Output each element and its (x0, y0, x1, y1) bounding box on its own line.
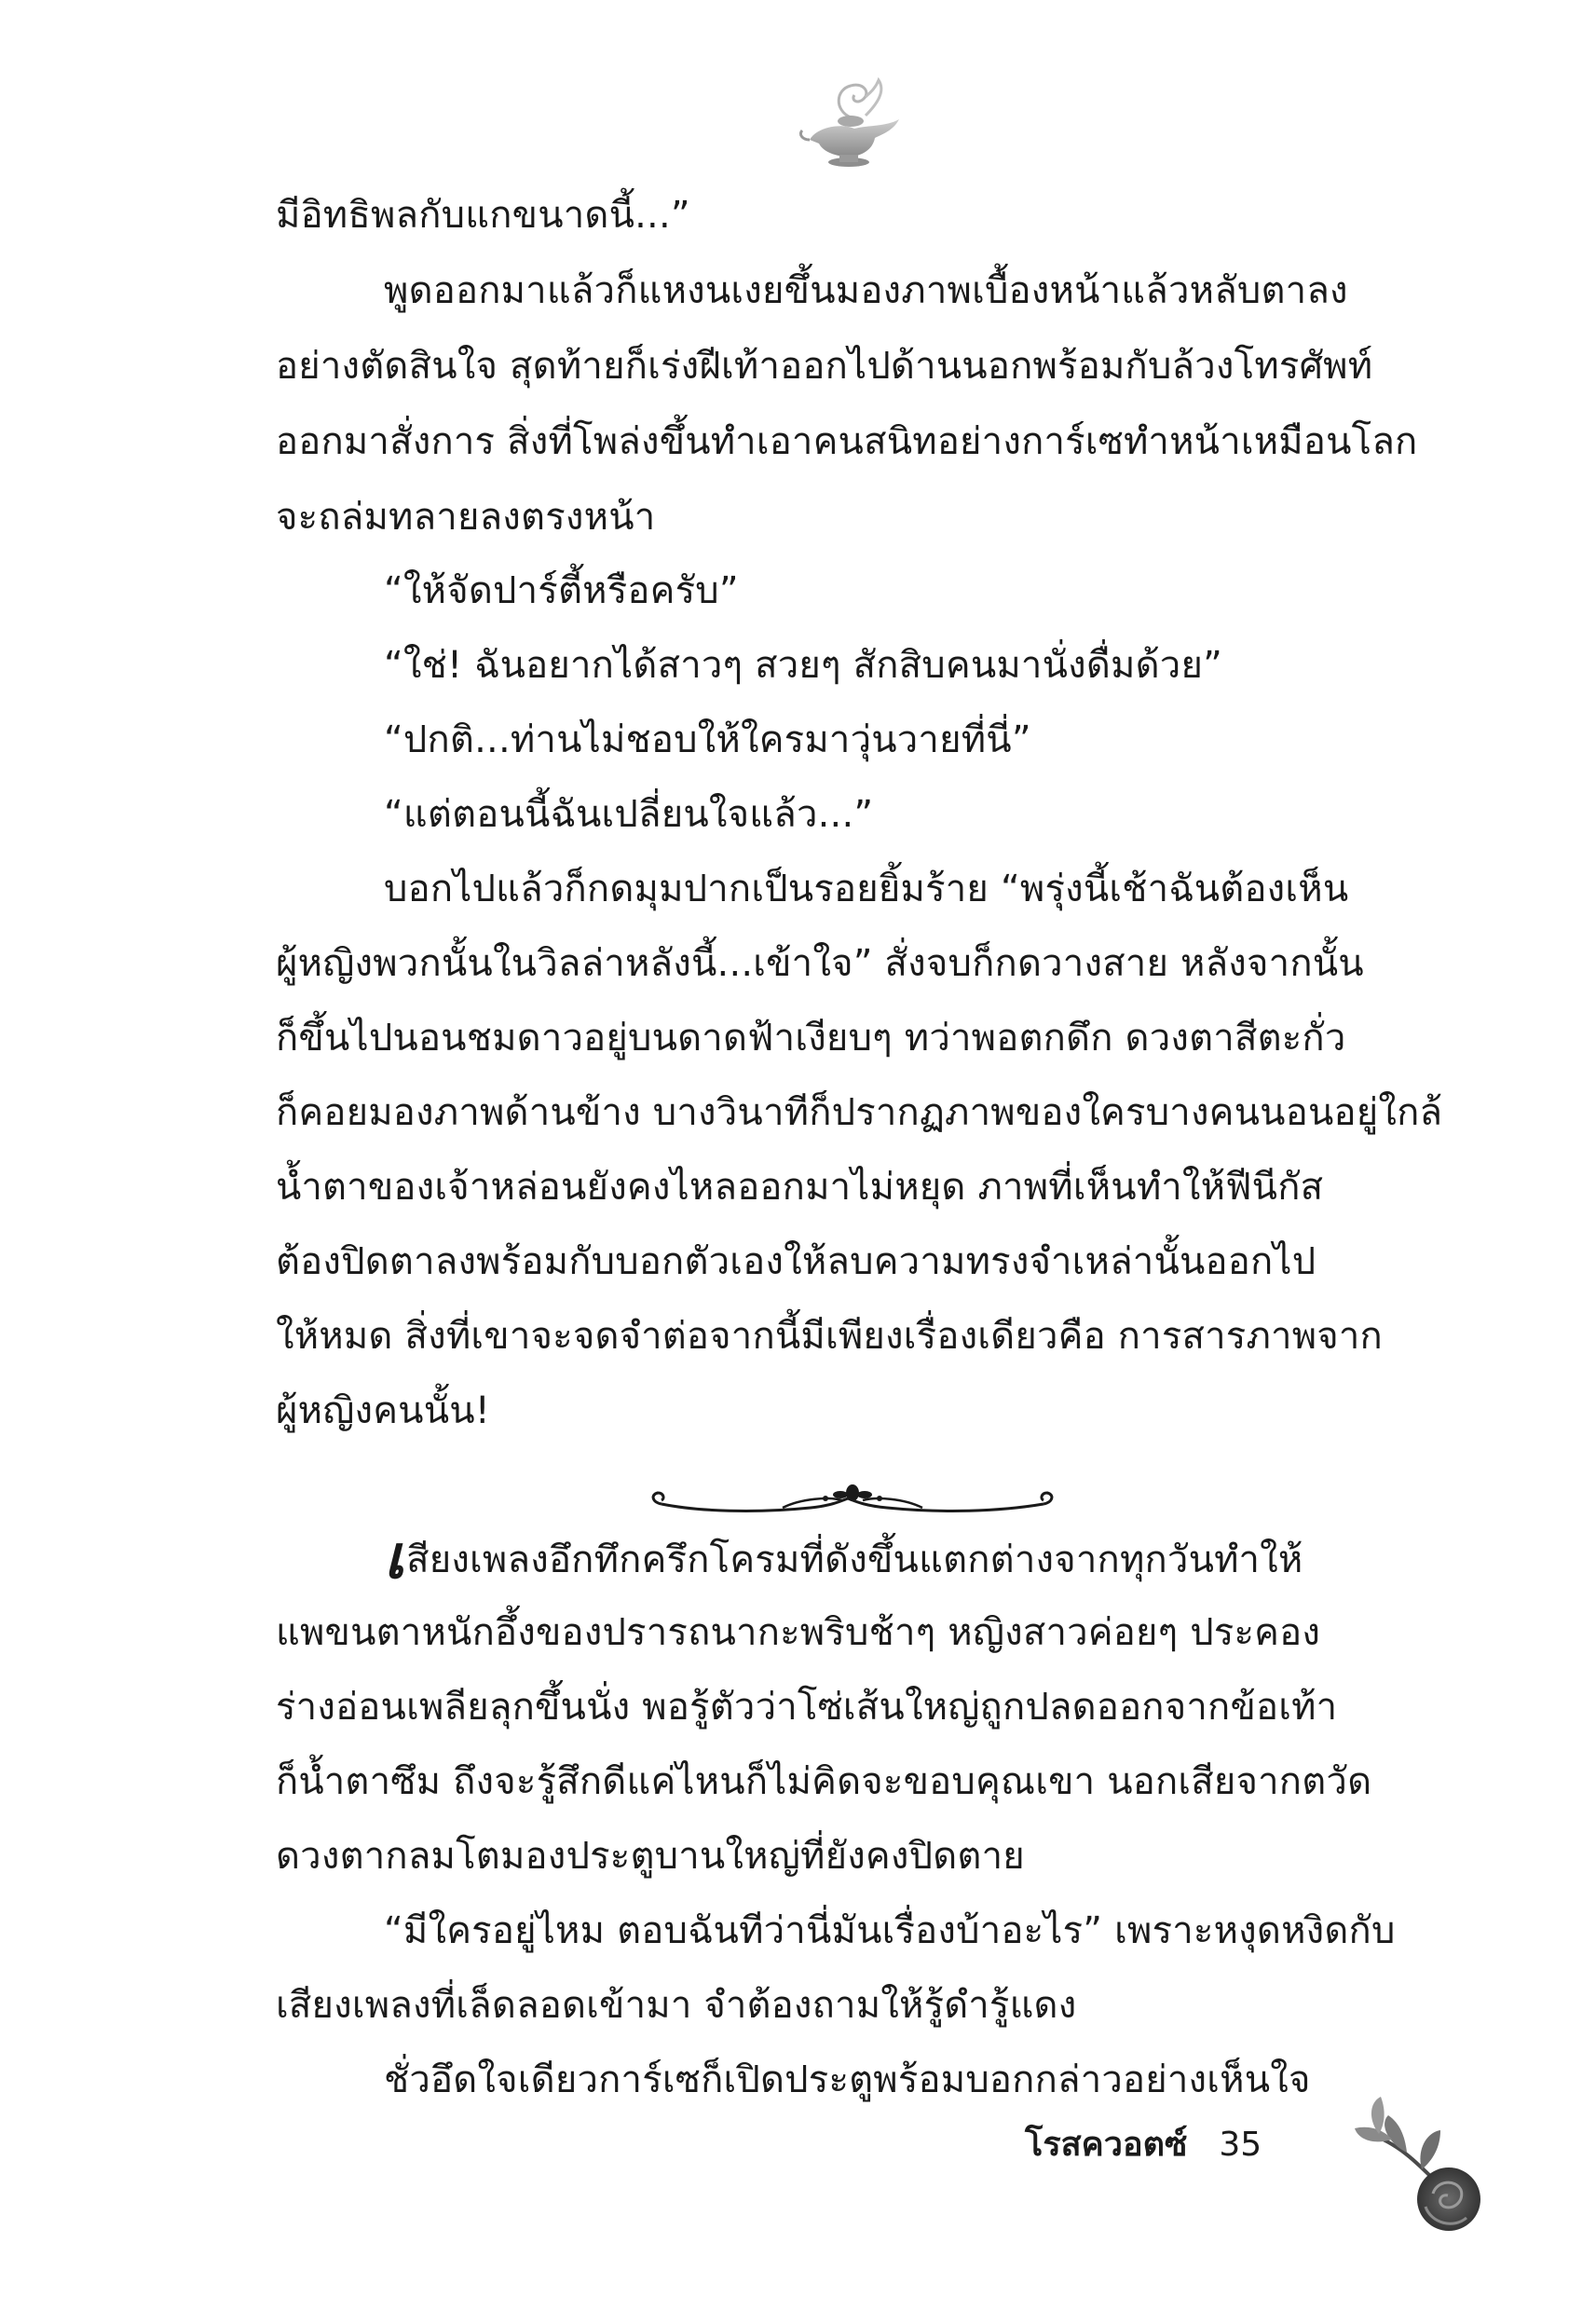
drop-cap: เ (384, 1523, 405, 1593)
genie-lamp-icon (797, 73, 908, 175)
text-line: น้ำตาของเจ้าหล่อนยังคงไหลออกมาไม่หยุด ภาพที่เห็นทำให้ฟีนีกัส (276, 1166, 1324, 1209)
text-line: อย่างตัดสินใจ สุดท้ายก็เร่งฝีเท้าออกไปด้านนอกพร้อมกับล้วงโทรศัพท์ (276, 345, 1373, 388)
text-line: “แต่ตอนนี้ฉันเปลี่ยนใจแล้ว...” (384, 793, 874, 836)
running-title: โรสควอตซ์ (1025, 2126, 1188, 2164)
text-line: ชั่วอึดใจเดียวการ์เซก็เปิดประตูพร้อมบอกกล่าวอย่างเห็นใจ (384, 2058, 1311, 2101)
page-footer (1025, 2123, 1262, 2167)
text-line: “ให้จัดปาร์ตี้หรือครับ” (384, 569, 739, 612)
text-line: ก็น้ำตาซึม ถึงจะรู้สึกดีแค่ไหนก็ไม่คิดจะขอบคุณเขา นอกเสียจากตวัด (276, 1760, 1372, 1803)
ornamental-divider (643, 1470, 1062, 1526)
text-line: ผู้หญิงคนนั้น! (276, 1389, 491, 1432)
text-line: “ใช่! ฉันอยากได้สาวๆ สวยๆ สักสิบคนมานั่งดื่มด้วย” (384, 644, 1223, 687)
text-line-with-dropcap (384, 1523, 1303, 1593)
text-line: แพขนตาหนักอึ้งของปรารถนากะพริบช้าๆ หญิงสาวค่อยๆ ประคอง (276, 1611, 1321, 1654)
text-line: พูดออกมาแล้วก็แหงนเงยขึ้นมองภาพเบื้องหน้าแล้วหลับตาลง (384, 269, 1348, 312)
page-number: 35 (1219, 2126, 1262, 2164)
text-line: ร่างอ่อนเพลียลุกขึ้นนั่ง พอรู้ตัวว่าโซ่เส้นใหญ่ถูกปลดออกจากข้อเท้า (276, 1686, 1338, 1729)
text-line: ต้องปิดตาลงพร้อมกับบอกตัวเองให้ลบความทรงจำเหล่านั้นออกไป (276, 1240, 1316, 1283)
text-line: ก็คอยมองภาพด้านข้าง บางวินาทีก็ปรากฏภาพของใครบางคนนอนอยู่ใกล้ (276, 1091, 1443, 1134)
text-line: บอกไปแล้วก็กดมุมปากเป็นรอยยิ้มร้าย “พรุ่งนี้เช้าฉันต้องเห็น (384, 868, 1349, 910)
text-line: มีอิทธิพลกับแกขนาดนี้...” (276, 194, 690, 237)
rose-icon (1351, 2078, 1491, 2236)
text-line: “มีใครอยู่ไหม ตอบฉันทีว่านี่มันเรื่องบ้าอะไร” เพราะหงุดหงิดกับ (384, 1909, 1396, 1952)
text-line: ออกมาสั่งการ สิ่งที่โพล่งขึ้นทำเอาคนสนิทอย่างการ์เซทำหน้าเหมือนโลก (276, 420, 1418, 463)
text-line: ก็ขึ้นไปนอนชมดาวอยู่บนดาดฟ้าเงียบๆ ทว่าพอตกดึก ดวงตาสีตะกั่ว (276, 1017, 1346, 1060)
text-line: ผู้หญิงพวกนั้นในวิลล่าหลังนี้...เข้าใจ” สั่งจบก็กดวางสาย หลังจากนั้น (276, 942, 1364, 985)
text-line: “ปกติ...ท่านไม่ชอบให้ใครมาวุ่นวายที่นี่” (384, 718, 1031, 761)
text-line: จะถล่มทลายลงตรงหน้า (276, 496, 656, 539)
text-line: เสียงเพลงที่เล็ดลอดเข้ามา จำต้องถามให้รู้ดำรู้แดง (276, 1984, 1077, 2027)
text-line: ดวงตากลมโตมองประตูบานใหญ่ที่ยังคงปิดตาย (276, 1835, 1025, 1878)
text-segment: สียงเพลงอึกทึกครึกโครมที่ดังขึ้นแตกต่างจากทุกวันทำให้ (406, 1538, 1303, 1581)
text-line: ให้หมด สิ่งที่เขาจะจดจำต่อจากนี้มีเพียงเรื่องเดียวคือ การสารภาพจาก (276, 1315, 1383, 1358)
